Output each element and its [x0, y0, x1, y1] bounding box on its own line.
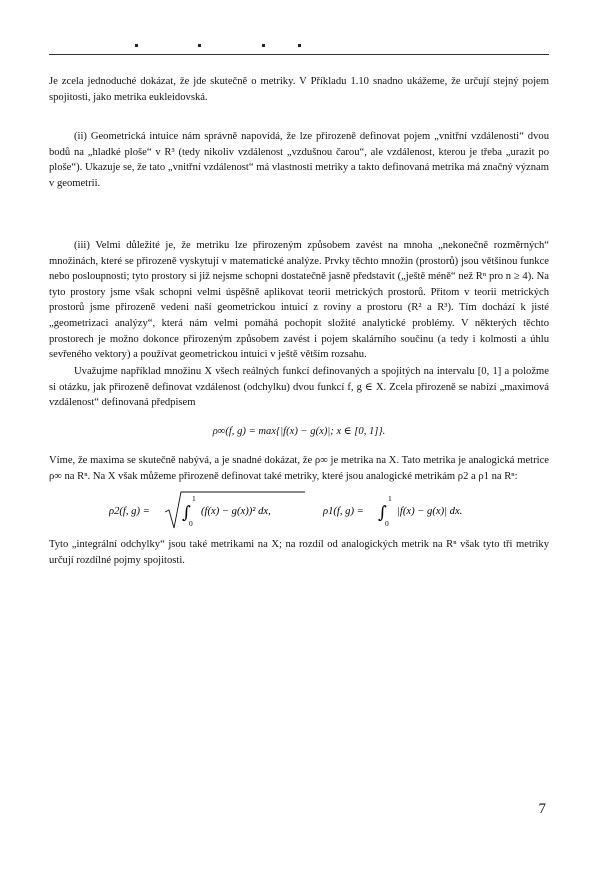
- integral-metrics-formula: [109, 488, 489, 534]
- integral-sign-1: ∫: [182, 503, 191, 523]
- rho-1-integrand: |f(x) − g(x)| dx.: [397, 506, 463, 517]
- paragraph-iii: (iii) Velmi důležité je, že metriku lze přirozeným způsobem zavést na mnoha „nekonečně rozměrných“ množinách, které se přirozeně vyskytují v matematické analýze. Prvky těchto množin (prostorů) jsou většinou funkce nebo posloupnosti; tyto prostory si již nejsme schopni dostatečně jasně představit („ještě méně“ než Rⁿ pro n ≥ 4). Na tyto prostory jsme však schopni velmi úspěšně aplikovat teorii metrických prostorů. Přitom v teorii metrických prostorů jsme přirozeně vedeni naší geometrickou intuicí z roviny a prostoru (R² a R³). Tím dochází k jisté „geometrizaci analýzy“, která nám velmi pomáhá pochopit složité analytické problémy. V některých těchto prostorech je možno dokonce přirozeným způsobem zavést i pojem skalárního součinu (a tedy i kolmosti a úhlu sevřeného vektory) a používat geometrickou intuici v ještě větším rozsahu.: [49, 240, 549, 361]
- paragraph-metrics: Víme, že maxima se skutečně nabývá, a je snadné dokázat, že ρ∞ je metrika na X. Tato metrika je analogická metrice ρ∞ na Rⁿ. Na X však můžeme přirozeně definovat také metriky, které jsou analogické metrikám ρ2 a ρ1 na Rⁿ:: [49, 455, 549, 482]
- paragraph-ii: (ii) Geometrická intuice nám správně napovídá, že lze přirozeně definovat pojem „vnitřní vzdálenosti“ dvou bodů na „hladké ploše“ v R³ (tedy nikoliv vzdálenost „vzdušnou čarou“, ale vzdálenost, kterou je třeba „urazit po ploše“). Ukazuje se, že tato „vnitřní vzdálenost“ má vlastnosti metriky a takto definovaná metrika má značný význam v geometrii.: [49, 131, 549, 189]
- rho-1-lhs: ρ1(f, g) =: [323, 506, 364, 517]
- int-lower-2: 0: [385, 519, 389, 528]
- rho-2-lhs: ρ2(f, g) =: [109, 506, 150, 517]
- int-upper-1: 1: [192, 494, 196, 503]
- running-header-marks: [135, 44, 335, 48]
- integral-sign-2: ∫: [378, 503, 387, 523]
- paragraph-1: Je zcela jednoduché dokázat, že jde skutečně o metriky. V Příkladu 1.10 snadno ukážeme, že určují stejný pojem spojitosti, jako metrika eukleidovská.: [49, 76, 549, 103]
- equation-integral-metrics: [49, 488, 549, 534]
- paragraph-example: Uvažujme například množinu X všech reálných funkcí definovaných a spojitých na intervalu [0, 1] a položme si otázku, jak přirozeně definovat vzdálenost (odchylku) dvou funkcí f, g ∈ X. Zcela přirozeně se nabízí „maximová vzdálenost“ definovaná předpisem: [49, 366, 549, 409]
- rho-2-integrand: (f(x) − g(x))² dx,: [201, 506, 271, 517]
- int-upper-2: 1: [388, 494, 392, 503]
- page-number: 7: [538, 801, 546, 817]
- equation-rho-inf: ρ∞(f, g) = max{|f(x) − g(x)|; x ∈ [0, 1]}.: [212, 426, 386, 437]
- paragraph-integral-deviations: Tyto „integrální odchylky“ jsou také metrikami na X; na rozdíl od analogických metrik na Rⁿ však tyto tři metriky určují rozdílné pojmy spojitosti.: [49, 539, 549, 566]
- header-rule: [49, 54, 549, 55]
- int-lower-1: 0: [189, 519, 193, 528]
